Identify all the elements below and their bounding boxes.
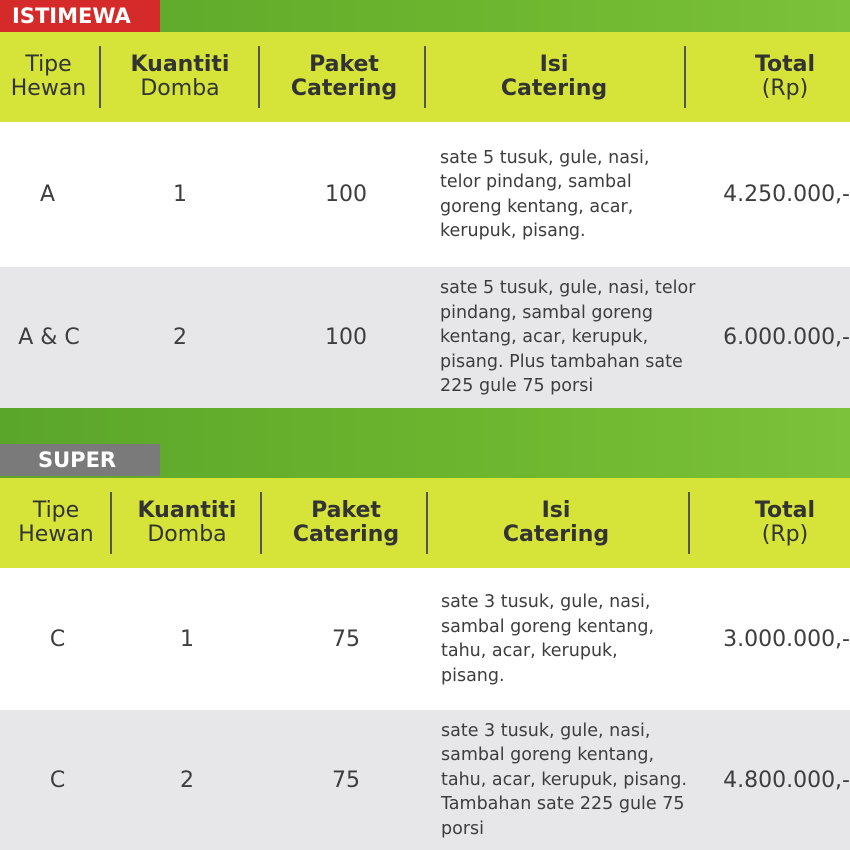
header-isi-catering: Isi Catering <box>500 52 608 101</box>
cell-tipe: C <box>49 767 66 793</box>
cell-total: 4.800.000,- <box>723 767 850 793</box>
header-tipe-hewan: Tipe Hewan <box>10 52 87 101</box>
header-total-rp: Total (Rp) <box>754 52 816 101</box>
super-row-2 <box>0 710 850 850</box>
header-divider <box>684 46 686 108</box>
cell-paket: 100 <box>325 325 367 350</box>
cell-isi: sate 3 tusuk, gule, nasi, sambal goreng kentang, tahu, acar, kerupuk, pisang. <box>441 592 655 686</box>
cell-total: 4.250.000,- <box>723 182 850 207</box>
super-row-1 <box>0 568 850 710</box>
header-isi-catering: Isi Catering <box>502 498 610 547</box>
cell-isi: sate 3 tusuk, gule, nasi, sambal goreng kentang, tahu, acar, kerupuk, pisang. Tambahan sate 225 gule 75 porsi <box>441 720 687 839</box>
istimewa-table-header <box>0 32 850 122</box>
header-kuantiti-domba: Kuantiti Domba <box>137 498 237 547</box>
istimewa-row-1 <box>0 122 850 267</box>
cell-kuantiti: 1 <box>173 182 187 207</box>
cell-paket: 100 <box>325 182 367 207</box>
istimewa-label: ISTIMEWA <box>0 0 160 32</box>
cell-paket: 75 <box>332 767 360 793</box>
header-total-rp: Total (Rp) <box>754 498 816 547</box>
cell-kuantiti: 1 <box>180 626 194 652</box>
header-tipe-hewan: Tipe Hewan <box>18 498 94 547</box>
cell-tipe: C <box>49 626 66 652</box>
cell-kuantiti: 2 <box>180 767 194 793</box>
header-paket-catering: Paket Catering <box>290 52 398 101</box>
super-label: SUPER <box>0 444 160 476</box>
cell-total: 3.000.000,- <box>723 626 850 652</box>
cell-isi: sate 5 tusuk, gule, nasi, telor pindang, sambal goreng kentang, acar, kerupuk, pisang. Plus tambahan sate 225 gule 75 porsi <box>440 278 696 397</box>
header-kuantiti-domba: Kuantiti Domba <box>130 52 230 101</box>
cell-isi: sate 5 tusuk, gule, nasi, telor pindang, sambal goreng kentang, acar, kerupuk, pisang. <box>440 147 650 241</box>
cell-kuantiti: 2 <box>173 325 187 350</box>
cell-paket: 75 <box>332 626 360 652</box>
cell-tipe: A <box>39 182 56 207</box>
header-paket-catering: Paket Catering <box>292 498 400 547</box>
header-divider <box>688 492 690 554</box>
istimewa-row-2 <box>0 267 850 408</box>
super-table-header <box>0 478 850 568</box>
cell-total: 6.000.000,- <box>723 325 850 350</box>
cell-tipe: A & C <box>18 325 80 350</box>
